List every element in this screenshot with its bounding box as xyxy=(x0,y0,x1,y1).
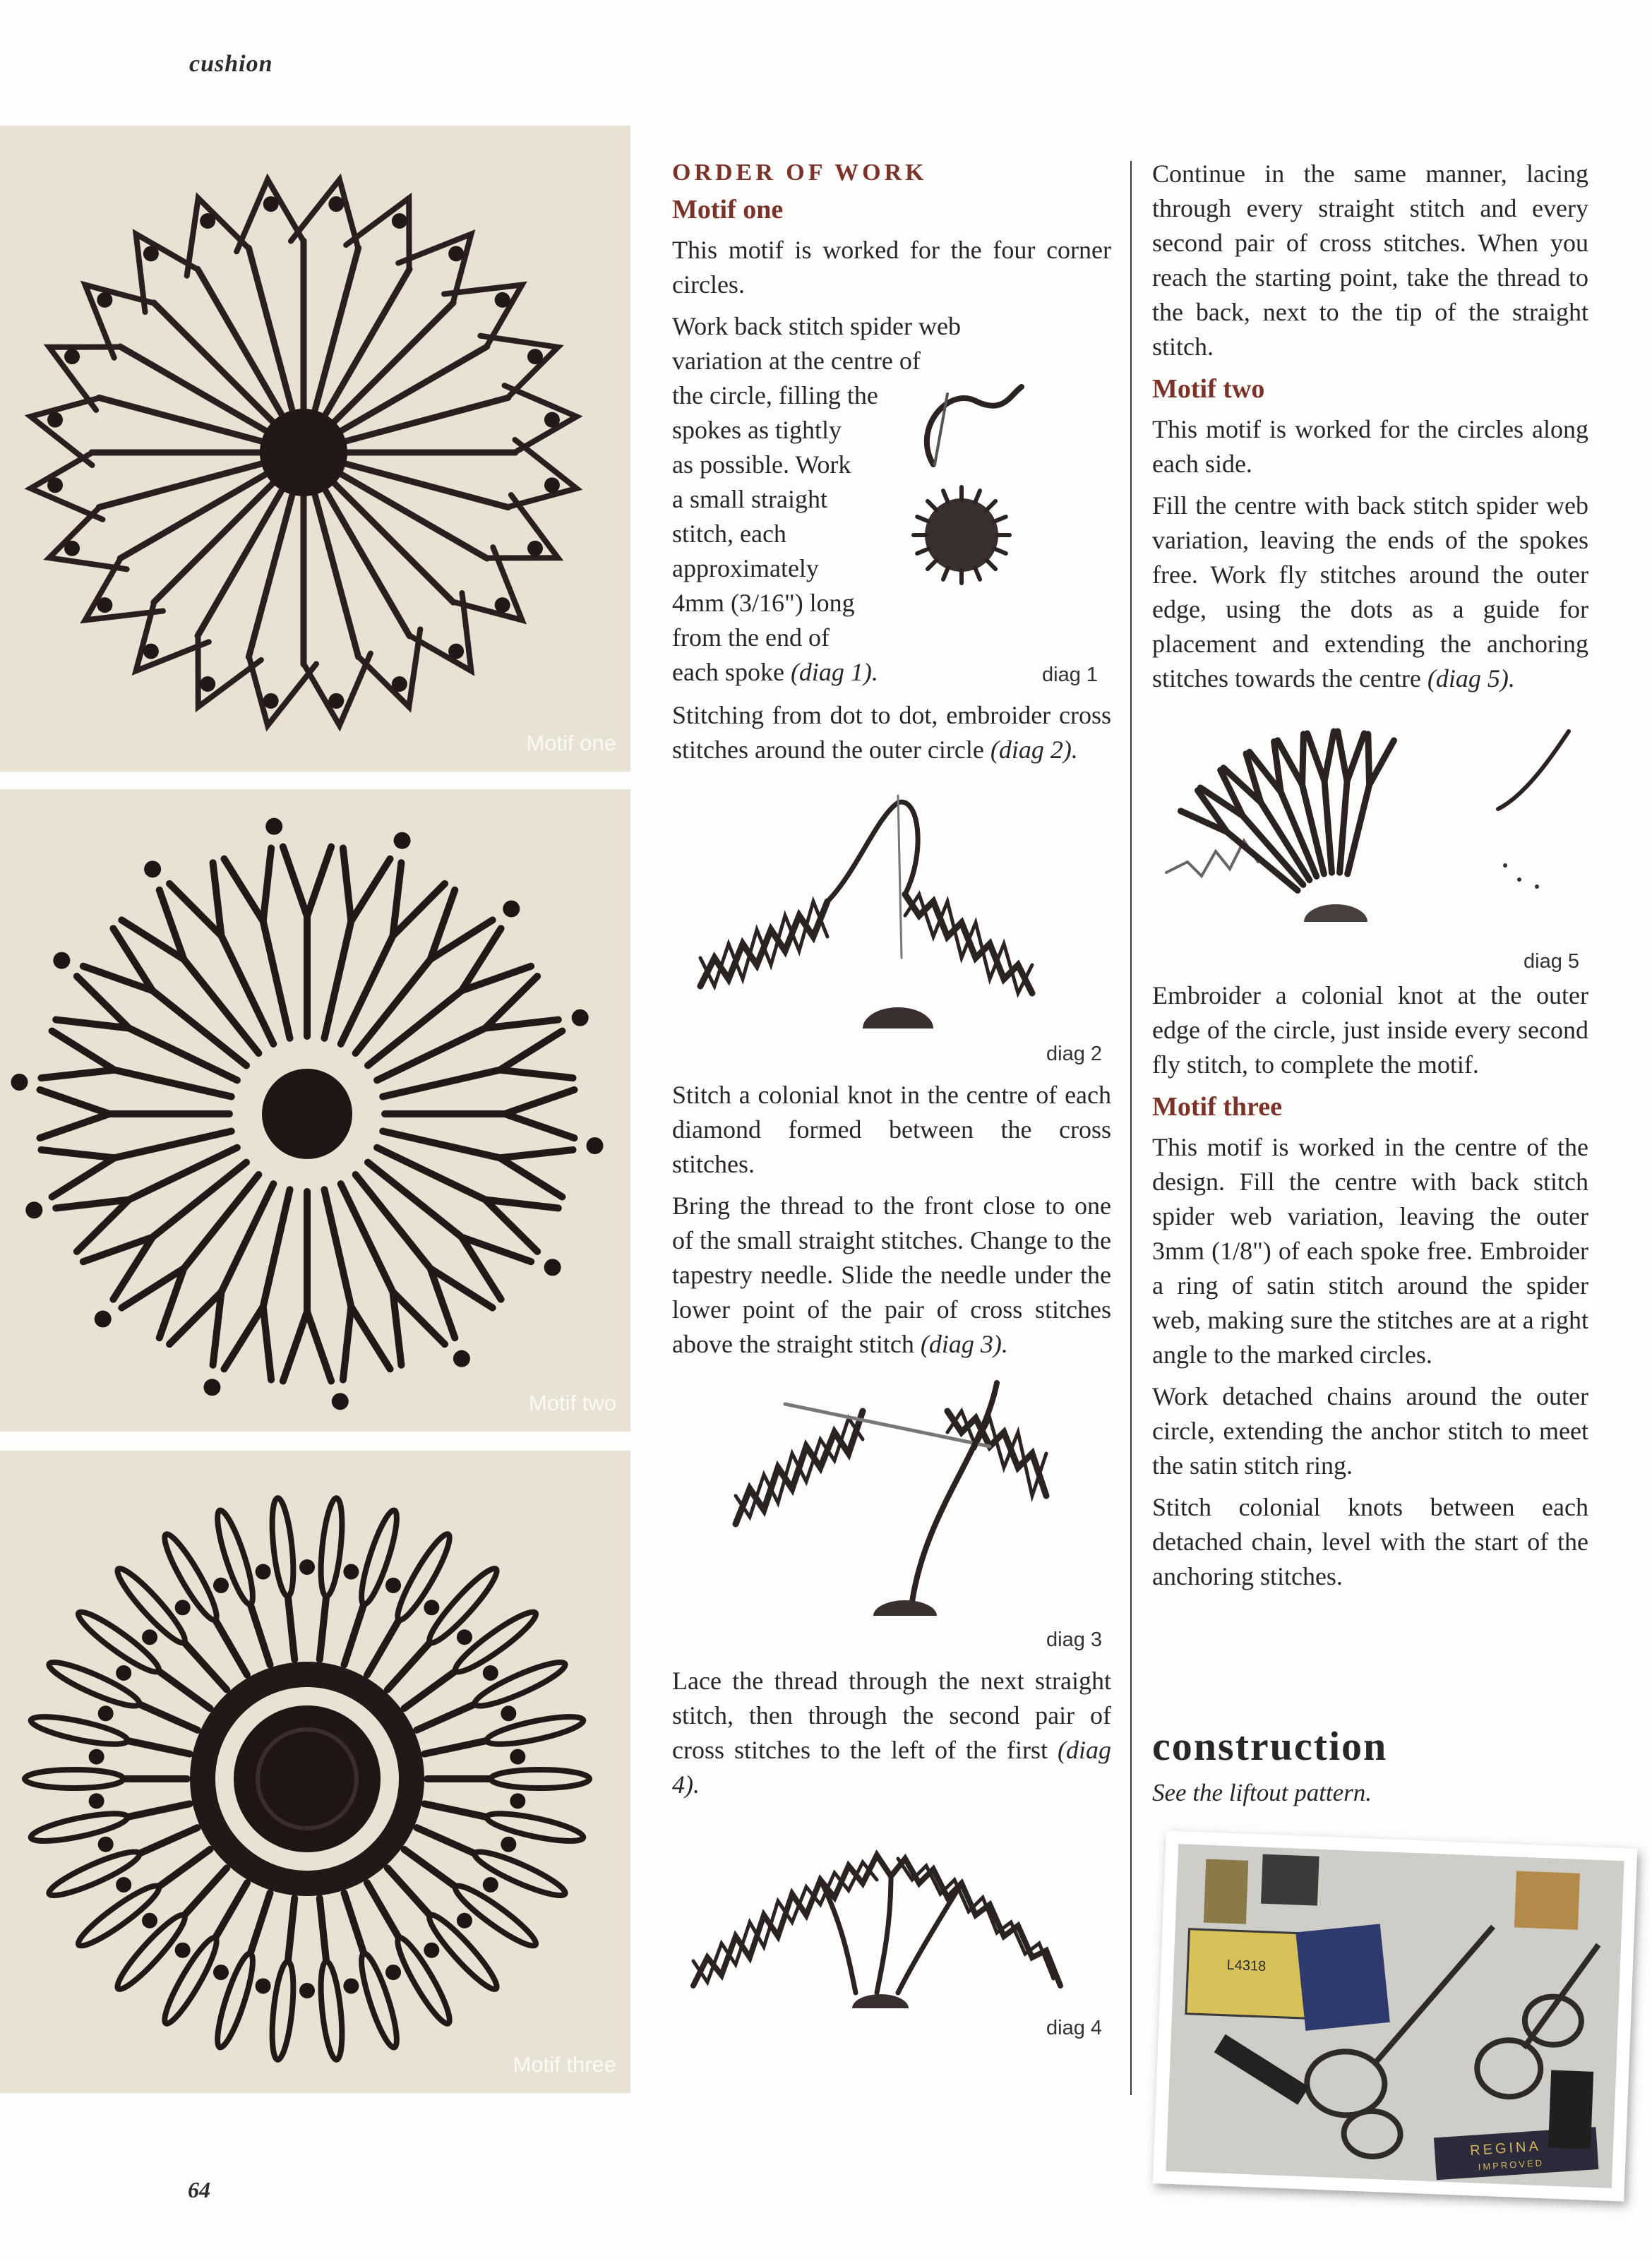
needle-pack-text: L4318 xyxy=(1226,1957,1267,1974)
tin-sub-text: IMPROVED xyxy=(1478,2157,1545,2173)
diag-ref: (diag 2). xyxy=(990,736,1078,764)
line: each spoke xyxy=(672,658,784,686)
diag-4-illustration xyxy=(679,1816,1089,2028)
paragraph xyxy=(672,698,1111,767)
construction-text: See the liftout pattern. xyxy=(1152,1779,1372,1806)
left-column xyxy=(672,157,1111,2049)
running-head: cushion xyxy=(189,51,273,77)
line: as possible. Work xyxy=(672,450,851,479)
motif-three-heading: Motif three xyxy=(1152,1092,1282,1122)
paragraph-text: Stitching from dot to dot, embroider cross stitches around the outer circle xyxy=(672,701,1111,764)
order-of-work-heading: ORDER OF WORK xyxy=(672,160,928,186)
diag-3-block xyxy=(672,1369,1111,1664)
motif-one-caption: Motif one xyxy=(526,731,616,755)
paragraph-text: Lace the thread through the next straight stitch, then through the second pair of cross stitches to the left of the first xyxy=(672,1667,1111,1764)
paragraph: Continue in the same manner, lacing through every straight stitch and every second pair of cross stitches. When you reach the starting point, take the thread to the back, next to the tip of the straight stitch. xyxy=(1152,160,1588,361)
diag-5-block xyxy=(1152,703,1588,978)
construction-heading: construction xyxy=(1152,1723,1388,1769)
paragraph: Work detached chains around the outer circle, extending the anchor stitch to meet the satin stitch ring. xyxy=(1152,1382,1588,1480)
diag-3-illustration xyxy=(714,1369,1067,1637)
motif-three-embroidery xyxy=(0,1451,630,2093)
paragraph-text: Bring the thread to the front close to one of the small straight stitches. Change to the tapestry needle. Slide the needle under the lower point of the pair of cross stitches above the straight stitch xyxy=(672,1192,1111,1358)
sewing-tools-photo xyxy=(1153,1830,1638,2201)
line: approximately xyxy=(672,554,819,582)
motif-three-photo xyxy=(0,1451,630,2093)
line: Work back stitch spider web xyxy=(672,312,961,340)
paragraph xyxy=(1152,488,1588,696)
page-number: 64 xyxy=(188,2177,210,2202)
motif-two-heading: Motif two xyxy=(1152,374,1265,404)
diag-ref: (diag 5). xyxy=(1427,664,1515,692)
line: variation at the centre of xyxy=(672,347,921,375)
motif-two-caption: Motif two xyxy=(528,1391,616,1415)
line: a small straight xyxy=(672,485,827,513)
line: 4mm (3/16") long xyxy=(672,589,855,617)
diag-2-block xyxy=(672,774,1111,1078)
paragraph xyxy=(672,1189,1111,1362)
tin-brand-text: REGINA xyxy=(1469,2138,1542,2159)
diag-1-label: diag 1 xyxy=(1042,664,1099,686)
paragraph: This motif is worked for the circles along each side. xyxy=(1152,415,1588,478)
diag-5-label: diag 5 xyxy=(1524,950,1580,973)
paragraph: This motif is worked in the centre of the design. Fill the centre with back stitch spider web variation, leaving the outer 3mm (1/8") of each spoke free. Embroider a ring of satin stitch around the spider web, making sure the stitches are at a right angle to the marked circles. xyxy=(1152,1133,1588,1369)
motif-one-heading: Motif one xyxy=(672,195,784,224)
column-divider xyxy=(1130,161,1132,2095)
diag-ref: (diag 3). xyxy=(920,1330,1008,1358)
diag-4-label: diag 4 xyxy=(1046,2017,1103,2039)
line: from the end of xyxy=(672,623,830,652)
motif-one-embroidery xyxy=(0,126,630,772)
paragraph: This motif is worked for the four corner circles. xyxy=(672,236,1111,299)
paragraph: Stitch colonial knots between each detached chain, level with the start of the anchoring stitches. xyxy=(1152,1493,1588,1590)
diag-4-block xyxy=(672,1809,1111,2049)
diag-3-label: diag 3 xyxy=(1046,1629,1103,1651)
paragraph-text: Fill the centre with back stitch spider web variation, leaving the ends of the spokes free. Work fly stitches around the outer edge, using the dots as a guide for placement and extending the anchoring stitches towards the centre xyxy=(1152,491,1588,692)
diag-2-label: diag 2 xyxy=(1046,1043,1103,1065)
line: stitch, each xyxy=(672,520,786,548)
right-column xyxy=(1152,157,1588,1601)
diag-ref: (diag 4). xyxy=(672,1736,1111,1799)
motif-two-embroidery xyxy=(0,789,630,1432)
motif-one-photo xyxy=(0,126,630,772)
paragraph-with-diag-1 xyxy=(672,309,1111,690)
diag-5-illustration xyxy=(1159,710,1583,936)
sewing-tools-image xyxy=(1166,1844,1624,2188)
diag-2-illustration xyxy=(686,774,1082,1043)
motif-two-photo xyxy=(0,789,630,1432)
paragraph: Stitch a colonial knot in the centre of each diamond formed between the cross stitches. xyxy=(672,1081,1111,1178)
line: spokes as tightly xyxy=(672,416,842,444)
line: the circle, filling the xyxy=(672,381,878,409)
diag-ref: (diag 1). xyxy=(790,658,878,686)
diag-1-illustration xyxy=(905,373,1032,606)
motif-three-caption: Motif three xyxy=(513,2052,616,2077)
paragraph xyxy=(672,1664,1111,1802)
paragraph: Embroider a colonial knot at the outer edge of the circle, just inside every second fly stitch, to complete the motif. xyxy=(1152,981,1588,1079)
